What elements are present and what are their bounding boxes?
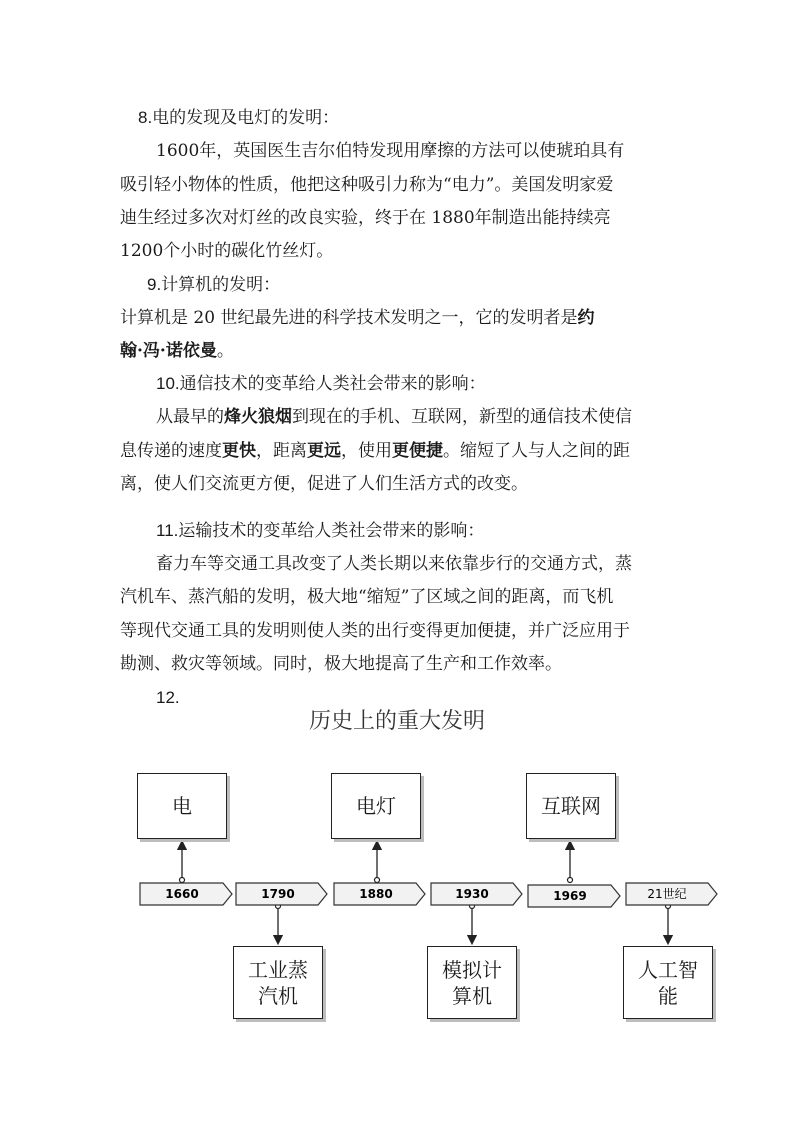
section-11-line-4: 勘测、救灾等领域。同时，极大地提高了生产和工作效率。 — [120, 654, 562, 674]
invention-box-steam-engine — [233, 946, 323, 1019]
connector-1930 — [470, 904, 475, 941]
invention-box-internet: 互联网 — [526, 773, 616, 839]
emphasis: 烽火狼烟 — [224, 407, 292, 427]
box-text-line: 模拟计 — [442, 957, 502, 982]
section-8-line-3: 迪生经过多次对灯丝的改良实验，终于在 1880年制造出能持续亮 — [120, 208, 611, 228]
text: 计算机是 20 世纪最先进的科学技术发明之一，它的发明者是 — [120, 308, 578, 328]
text: 。缩短了人与人之间的距 — [443, 441, 630, 461]
year-label: 1660 — [165, 887, 199, 901]
connector-21st-century — [666, 904, 671, 941]
section-11-line-2: 汽机车、蒸汽船的发明，极大地“缩短”了区域之间的距离，而飞机 — [120, 587, 614, 607]
emphasis: 更便捷 — [392, 441, 443, 461]
year-marker-1969 — [528, 885, 620, 907]
box-text-line: 工业蒸 — [248, 957, 308, 982]
year-marker-1790 — [236, 883, 327, 905]
year-marker-1880 — [334, 883, 425, 905]
section-10-line-3: 离，使人们交流更方便，促进了人们生活方式的改变。 — [120, 474, 528, 494]
box-text-line: 人工智 — [638, 957, 698, 982]
box-text-line: 汽机 — [258, 983, 298, 1008]
section-8-line-2: 吸引轻小物体的性质，他把这种吸引力称为“电力”。美国发明家爱 — [120, 175, 614, 195]
section-12-title: 12. — [156, 688, 180, 707]
section-11-title: 11.运输技术的变革给人类社会带来的影响： — [156, 521, 485, 540]
year-label: 1969 — [553, 889, 587, 903]
emphasis: 更快 — [222, 441, 256, 461]
inventor-name: 翰·冯·诺依曼 — [120, 341, 217, 361]
inventor-name-part: 约 — [577, 308, 595, 328]
year-marker-1660 — [140, 883, 232, 905]
text: ，使用 — [341, 441, 392, 461]
year-label: 21世纪 — [647, 887, 687, 901]
invention-box-electricity: 电 — [137, 773, 227, 839]
year-marker-1930 — [431, 883, 522, 905]
year-marker-21st-century — [626, 883, 717, 905]
section-11-line-3: 等现代交通工具的发明则使人类的出行变得更加便捷，并广泛应用于 — [120, 621, 630, 641]
connector-1880 — [375, 845, 380, 883]
invention-box-ai — [623, 946, 713, 1019]
emphasis: 更远 — [307, 441, 341, 461]
invention-box-electric-light: 电灯 — [331, 773, 421, 839]
year-label: 1930 — [455, 887, 489, 901]
section-8-title: 8.电的发现及电灯的发明： — [138, 108, 340, 127]
connector-1790 — [276, 904, 281, 941]
section-8-line-1: 1600年，英国医生吉尔伯特发现用摩擦的方法可以使琥珀具有 — [156, 141, 625, 161]
year-label: 1790 — [261, 887, 295, 901]
text: 从最早的 — [156, 407, 224, 427]
connector-1660 — [180, 845, 185, 883]
diagram-title: 历史上的重大发明 — [308, 709, 485, 734]
invention-box-analog-computer — [427, 946, 517, 1019]
box-text-line: 能 — [658, 983, 678, 1008]
text: 到现在的手机、互联网，新型的通信技术使信 — [292, 407, 632, 427]
section-11-line-1: 畜力车等交通工具改变了人类长期以来依靠步行的交通方式，蒸 — [156, 554, 632, 574]
text: 息传递的速度 — [120, 441, 222, 461]
year-label: 1880 — [359, 887, 393, 901]
connector-1969 — [568, 845, 573, 883]
box-text-line: 算机 — [452, 983, 492, 1008]
section-10-title: 10.通信技术的变革给人类社会带来的影响： — [156, 374, 486, 393]
text: ，距离 — [256, 441, 307, 461]
text: 。 — [216, 341, 234, 361]
section-8-line-4: 1200个小时的碳化竹丝灯。 — [120, 241, 334, 261]
section-9-title: 9.计算机的发明： — [147, 275, 281, 294]
